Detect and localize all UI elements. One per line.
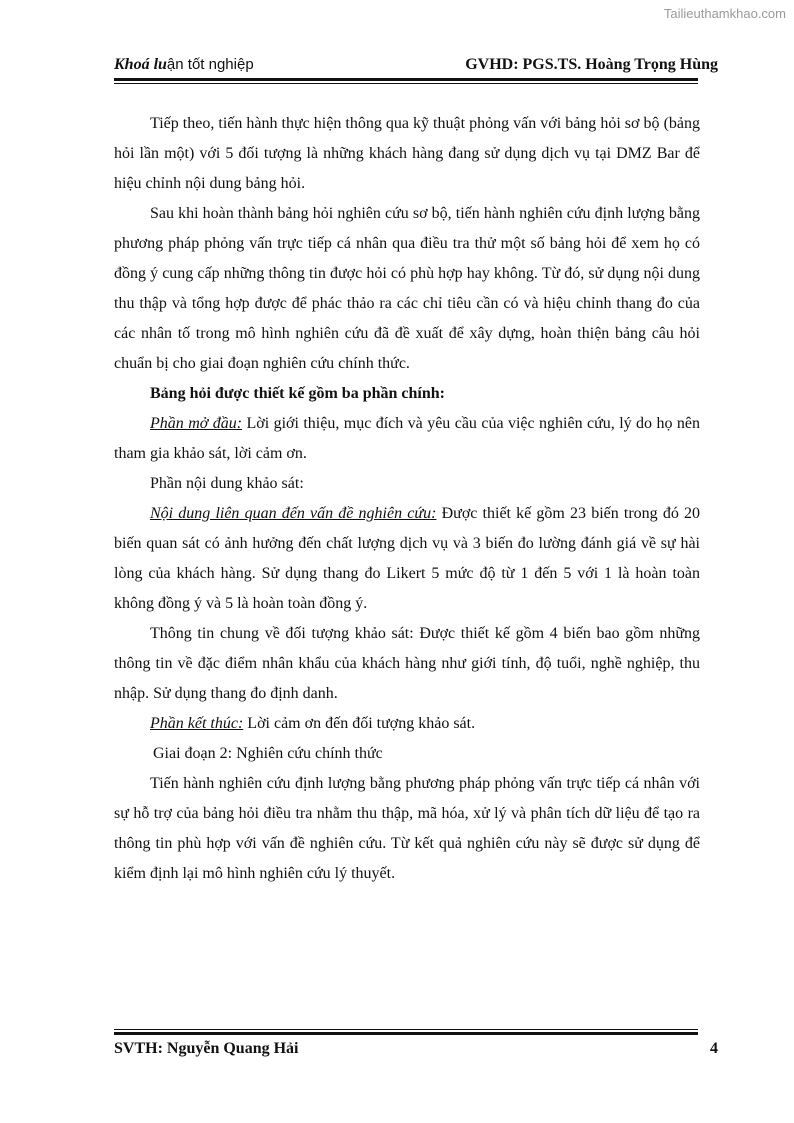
header-supervisor: GVHD: PGS.TS. Hoàng Trọng Hùng: [465, 56, 718, 73]
paragraph: [114, 499, 700, 619]
header-thesis-title: [114, 56, 254, 74]
header-title-rest: ận tốt nghiệp: [166, 56, 254, 73]
paragraph: [114, 409, 700, 469]
page-header: [114, 48, 718, 74]
header-rule-thick: [114, 78, 698, 81]
footer-rule-thick: [114, 1032, 698, 1035]
header-rule-thin: [114, 83, 698, 84]
header-title-bold: Khoá lu: [114, 56, 167, 73]
paragraph: Tiến hành nghiên cứu định lượng bằng phương pháp phỏng vấn trực tiếp cá nhân với sự hỗ trợ của bảng hỏi điều tra nhằm thu thập, mã hóa, xử lý và phân tích dữ liệu để tạo ra thông tin phù hợp với vấn đề nghiên cứu. Từ kết quả nghiên cứu này sẽ được sử dụng để kiểm định lại mô hình nghiên cứu lý thuyết.: [114, 775, 700, 882]
page-footer: [114, 1040, 718, 1058]
paragraph: Thông tin chung về đối tượng khảo sát: Được thiết kế gồm 4 biến bao gồm những thông tin về đặc điểm nhân khẩu của khách hàng như giới tính, độ tuổi, nghề nghiệp, thu nhập. Sử dụng thang đo định danh.: [114, 625, 700, 702]
paragraph: Phần nội dung khảo sát:: [150, 475, 304, 492]
content-label: Nội dung liên quan đến vấn đề nghiên cứu:: [150, 505, 437, 522]
content-text: Được thiết kế gồm 23 biến trong đó 20 biến quan sát có ảnh hưởng đến chất lượng dịch vụ và 3 biến đo lường đánh giá về sự hài lòng của khách hàng. Sử dụng thang đo Likert 5 mức độ từ 1 đến 5 với 1 là hoàn toàn không đồng ý và 5 là hoàn toàn đồng ý.: [114, 505, 701, 612]
paragraph: Tiếp theo, tiến hành thực hiện thông qua kỹ thuật phỏng vấn với bảng hỏi sơ bộ (bảng hỏi lần một) với 5 đối tượng là những khách hàng đang sử dụng dịch vụ tại DMZ Bar để hiệu chỉnh nội dung bảng hỏi.: [114, 115, 700, 192]
footer-author: SVTH: Nguyễn Quang Hải: [114, 1040, 299, 1057]
watermark: Tailieuthamkhao.com: [663, 6, 786, 21]
intro-label: Phần mở đầu:: [150, 415, 243, 432]
footer-rule-thin: [114, 1029, 698, 1030]
stage-heading: Giai đoạn 2: Nghiên cứu chính thức: [153, 745, 383, 762]
intro-text: Lời giới thiệu, mục đích và yêu cầu của việc nghiên cứu, lý do họ nên tham gia khảo sát, lời cảm ơn.: [114, 415, 700, 462]
page-number: 4: [710, 1040, 718, 1057]
closing-label: Phần kết thúc:: [150, 715, 244, 732]
paragraph: Sau khi hoàn thành bảng hỏi nghiên cứu sơ bộ, tiến hành nghiên cứu định lượng bằng phương pháp phỏng vấn trực tiếp cá nhân qua điều tra thử một số bảng hỏi để xem họ có đồng ý cung cấp những thông tin được hỏi có phù hợp hay không. Từ đó, sử dụng nội dung thu thập và tổng hợp được để phác thảo ra các chỉ tiêu cần có và hiệu chỉnh thang đo của các nhân tố trong mô hình nghiên cứu đã đề xuất để xây dựng, hoàn thiện bảng câu hỏi chuẩn bị cho giai đoạn nghiên cứu chính thức.: [114, 205, 700, 372]
closing-text: Lời cảm ơn đến đối tượng khảo sát.: [243, 715, 476, 732]
paragraph: [114, 709, 700, 739]
section-heading: Bảng hỏi được thiết kế gồm ba phần chính:: [150, 385, 445, 402]
document-body: [114, 109, 700, 889]
